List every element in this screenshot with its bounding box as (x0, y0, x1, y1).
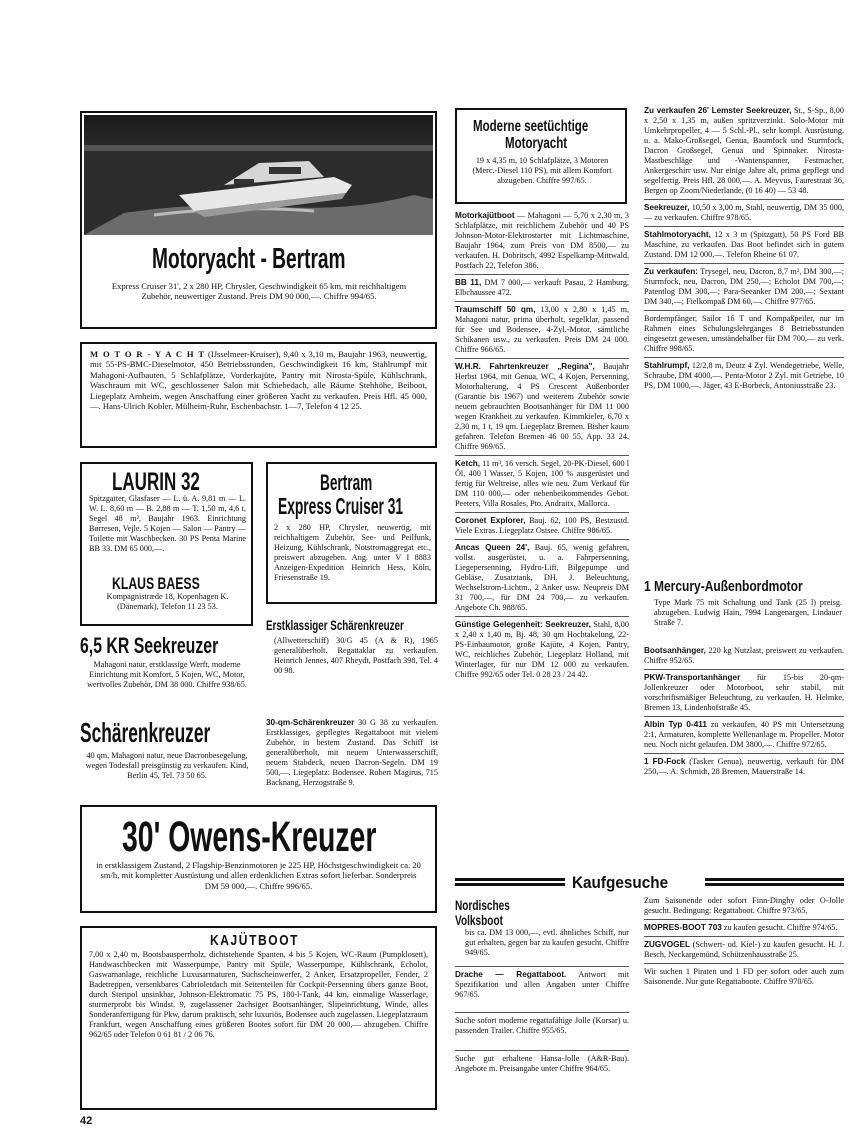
separator (455, 1012, 629, 1013)
qm30-text: 30 G 38 zu verkaufen. Erstklassiges, gepflegtes Regattaboot mit vielem Zubehör, in bestem Zustand. Das Schiff ist generalüberholt, mit neuem Unterwasserschiff, neuem Stabdeck, neuen Dacron-Segeln. DM 19 500,—. Liegeplatz: Bodensee. Robert Magirus, 715 Backnang, Herzogstraße 9. (266, 718, 439, 787)
drache-text: Antwort mit Spezifikation und allen Angaben unter Chiffre 967/65. (455, 970, 629, 999)
col3-ads (455, 211, 629, 680)
ad-text: 12/2,8 m, Deutz 4 Zyl. Wendegetriebe, Welle, Schraube, DM 4000,—. Penta-Motor 2 Zyl. mit Getriebe, 10 PS, DM 1000,—. Jäger, 43 E-Borbeck, Antoniusstraße 23. (644, 361, 845, 390)
separator (455, 512, 629, 513)
kaufgesuche-banner (455, 873, 844, 893)
classified-ad (455, 620, 629, 680)
classified-ad (644, 673, 844, 713)
ad-text: St., S-Sp., 8,00 x 2,50 x 1,35 m, außen spritzverzinkt. Solo-Motor mit Umkehrpropeller, 4 — 5 Schl.-Pl., sehr kompl. Ausrüstung, u. a. Mako-Großsegel, Genua, Baumfock und Sturmfock, Dacron Großsegel, Genua und Spinnaker. Nirosta-Mastbeschläge und -Wantenspanner, Festmacher, Ankergeschirr usw. Nur einige Jahre alt, prima gepflegt und segelfertig. Preis Hfl. 28 000,—. A. Meyvus, Faurestraat 36, Bergen op Zoom/Niederlande, (0 16 40) — 53 48. (644, 106, 844, 195)
separator (644, 919, 844, 920)
laurin-text: Spitzgatter, Glasfaser — L. ü. A. 9,81 m — L. W. L. 8,60 m — B. 2,88 m — T. 1,50 m, 4,6 t, Segel 48 m², Baujahr 1963. Einrichtung Børresen, Vejle. 5 Kojen — Salon — Pantry — Toilette mit Waschbecken. 30 PS Penta Marine BB 33. DM 65 000,—. (89, 494, 246, 553)
ad-lead: Günstige Gelegenheit: Seekreuzer, (455, 620, 591, 629)
separator (644, 936, 844, 937)
ad-text: 13,00 x 2,80 x 1,45 m, Mahagoni natur, prima überholt, segelklar, passend für See und Bodensee, 4-Zyl.-Motor, sämtliche Schikanen usw., zu verkaufen. Preis DM 24 000. Chiffre 966/65. (455, 305, 630, 354)
separator (644, 963, 844, 964)
bertram-express-title-2: Express Cruiser 31 (278, 493, 404, 519)
owens-title: 30' Owens-Kreuzer (122, 813, 377, 861)
nordisches-title-1: Nordisches (455, 897, 510, 913)
classified-ad (644, 967, 844, 987)
jolle1-ad: Suche sofort moderne regattafähige Jolle (Korsar) u. passenden Trailer. Chiffre 955/65. (455, 1016, 629, 1035)
bertram-title: Motoryacht - Bertram (152, 243, 346, 275)
ad-text: Zum Saisonende oder sofort Finn-Dinghy oder O-Jolle gesucht. Bedingung: Regattaboot. Chiffre 973/65. (644, 896, 844, 915)
moderne-title-1: Moderne seetüchtige (473, 118, 589, 135)
ad-lead: 1 FD-Fock (644, 757, 686, 766)
drache-lead: Drache — Regattaboot. (455, 970, 567, 979)
classified-ad (455, 305, 629, 355)
separator (644, 669, 844, 670)
nordisches-ad (455, 897, 629, 969)
separator (644, 263, 844, 264)
qm30-lead: 30-qm-Schärenkreuzer (266, 718, 355, 727)
ad-lead: PKW-Transportanhänger (644, 673, 741, 682)
classified-ad (644, 720, 844, 750)
mercury-title: 1 Mercury-Außenbordmotor (644, 578, 803, 595)
separator (455, 1050, 629, 1051)
banner-rule-left-2 (455, 883, 565, 886)
ad-text: Bauj. 65, wenig gefahren, vollst. ausgerüstet, u. a. Fahrpersenning, Liegepersenning, Hydro-Lift, Bilgepumpe und Gebläse, Zusatztank, DH. J. Beleuchtung, Wechselstrom-Lichtm., 2 Anker usw. Neupreis DM 31 700,—, für DM 24 700,— zu verkaufen. Angebote Ch. 988/65. (455, 543, 630, 612)
mercury-text: Type Mark 75 mit Schaltung und Tank (25 l) preisg. abzugeben. Ludwig Hain, 7994 Langenargen, Lindauer Straße 7. (654, 598, 842, 627)
ad-lead: Stahlrumpf, (644, 361, 690, 370)
ad-text: 11 m³, 16 versch. Segel, 20-PK-Diesel, 600 l Öl, 400 l Wasser, 5 Kojen, 100 % ausgerüstet und fertig für Weltreise, alles wie neu. Zum Verkauf für DM 110 000,— oder nebenbeikommendes Gebot. Peeters, Villa Rosales, Pto. Andraitx, Mallorca. (455, 459, 629, 508)
ad-text: zu verkaufen, 40 PS mit Untersetzung 2:1, Armaturen, komplette Wellenanlage m. Propeller. Motor neu. Noch nicht gelaufen. DM 3800,—. Chiffre 972/65. (644, 720, 845, 749)
classified-ad (455, 516, 629, 536)
ad-text: für 15-bis 20-qm-Jollenkreuzer oder Motorboot, sehr stabil, mit vorschriftsmäßiger Beleuchtung, zu verkaufen. H. Helmke, Bremen 13, Lindenhofstraße 45. (644, 673, 844, 712)
separator (644, 753, 844, 754)
ad-lead: Zu verkaufen 26' Lemster Seekreuzer, (644, 106, 792, 115)
moderne-text: 19 x 4,35 m, 10 Schlafplätze, 3 Motoren (Merc.-Diesel 110 PS), mit allem Komfort abzugeben. Chiffre 997/65. (472, 156, 612, 185)
ad-text: Baujahr Herbst 1964, mit Genua, WC, 4 Kojen, Persenning, Motorhalterung, 4 PS Crescent Außenborder (Garantie bis 1967) und weiterem Zubehör sowie neuem gebrauchten Bootsanhänger für DM 11 000 wegen Krankheit zu verkaufen. Kimmkieler, 6,70 x 2,30 m, 1 t, 19 qm. Liegeplatz Bremen. Bisher kaum gefahren. Telefon Bremen 46 00 55, App. 33 24. Chiffre 969/65. (455, 362, 629, 451)
kajuetboot-title: KAJÜTBOOT (210, 932, 300, 949)
seekreuzer-ad (80, 633, 260, 705)
separator (644, 226, 844, 227)
nordisches-text: bis ca. DM 13 000,—, evtl. ähnliches Schiff, nur gut erhalten, gegen bar zu kaufen gesucht. Chiffre 949/65. (465, 928, 629, 957)
ad-lead: Ancas Queen 24', (455, 543, 530, 552)
laurin-name: KLAUS BAESS (112, 574, 200, 593)
classified-ad (644, 646, 844, 666)
col4-wanted (644, 896, 844, 987)
separator (455, 616, 629, 617)
ad-text: — Mahagoni — 5,70 x 2,30 m, 3 Schlafplätze, mit reichlichem Zubehör und 40 PS Johnson-Motor-Elektrostarter mit Lichtmaschine, Baujahr 1964, zum Preis von DM 8500,— zu verkaufen. H. Dobritsch, 4992 Espelkamp-Mittwald, Postfach 22, Telefon 386. (455, 211, 629, 270)
classified-ad (644, 940, 844, 960)
page-number: 42 (80, 1115, 93, 1127)
classified-ad (644, 896, 844, 916)
ad-lead: Seekreuzer, (644, 203, 690, 212)
ad-text: Bordempfänger, Sailor 16 T und Kompaßpeiler, nur im Rahmen eines Schulungslehrganges 8 Betriebsstunden eingesetzt gewesen, umständehalber für DM 700,— zu verk. Chiffre 998/65. (644, 314, 844, 353)
ad-lead: Motorkajütboot (455, 211, 515, 220)
ad-text: Trysegel, neu, Dacron, 8,7 m², DM 300,—; Sturmfock, neu, Dacron, DM 250,—; Echolot DM 700,—; Patentlog DM 300,—; Para-Seeanker DM 200,—; Sextant DM 340,—; Fielkompaß DM 60,—. Chiffre 977/65. (644, 267, 844, 306)
kaufgesuche-title: Kaufgesuche (572, 873, 669, 892)
laurin-ad (80, 462, 253, 626)
classified-ad (644, 757, 844, 777)
classified-ad (644, 267, 844, 307)
ad-lead: ZUGVOGEL (644, 940, 690, 949)
ad-lead: Bootsanhänger, (644, 646, 706, 655)
jolle2-ad: Suche gut erhaltene Hansa-Jolle (A&R-Bau). Angebote m. Preisangabe unter Chiffre 964/65. (455, 1054, 629, 1073)
bertram-express-ad (266, 462, 437, 604)
ad-text: DM 7 000,— verkauft Pasau, 2 Hamburg, Elbchaussee 472. (455, 278, 629, 297)
col4-ads2 (644, 646, 844, 777)
ad-text: 220 kg Nutzlast, preiswert zu verkaufen. Chiffre 952/65. (644, 646, 844, 665)
qm30-ad (266, 718, 440, 808)
ad-text: 12 x 3 m (Spitzgatt), 50 PS Ford BB Maschine, zu verkaufen. Das Boot befindet sich in gutem Zustand. DM 12 000,—. Telefon Rheine 61 07. (644, 230, 844, 259)
kajuetboot-ad (80, 926, 437, 1110)
bertram-ad (80, 111, 437, 329)
motoryacht-ad (80, 342, 437, 448)
seekreuzer-text: Mahagoni natur, erstklassige Werft, moderne Einrichtung mit Komfort, 5 Kojen, WC, Motor, wertvolles Zubehör, DM 38 000. Chiffre 938/65. (87, 660, 247, 689)
moderne-title-2: Motoryacht (505, 135, 568, 152)
ad-lead: Zu verkaufen: (644, 267, 699, 276)
separator (455, 358, 629, 359)
bertram-text: Express Cruiser 31', 2 x 280 HP, Chrysler, Geschwindigkeit 65 km, mit reichhaltigem Zubehör, neuwertiger Zustand. Preis DM 90 000,—. Chiffre 994/65. (111, 281, 407, 302)
laurin-address: Kompagnistræde 18, Kopenhagen K. (Dänemark), Telefon 11 23 53. (106, 592, 229, 611)
moderne-ad (455, 108, 627, 204)
ad-text: 10,50 x 3,00 m, Stahl, neuwertig, DM 35 000,— zu verkaufen. Chiffre 978/65. (644, 203, 844, 222)
classified-ad (644, 106, 844, 196)
ad-lead: MOPRES-BOOT 703 (644, 923, 722, 932)
ad-lead: W.H.R. Fahrtenkreuzer „Regina", (455, 362, 595, 371)
classified-ad (455, 211, 629, 271)
banner-rule-right (705, 878, 844, 881)
erstklassiger-title: Erstklassiger Schärenkreuzer (266, 617, 404, 633)
ad-text: Bauj. 62, 100 PS, Bestzustd. Viele Extras. Liegeplatz Ostsee. Chiffre 986/65. (455, 516, 630, 535)
schaerenkreuzer-title: Schärenkreuzer (80, 717, 211, 748)
classified-ad (644, 361, 844, 391)
owens-ad (80, 805, 437, 913)
boat-image (84, 115, 433, 235)
separator (644, 199, 844, 200)
col4-ads (644, 106, 844, 391)
schaerenkreuzer-text: 40 qm, Mahagoni natur, neue Dacronbesegelung, wegen Todesfall preisgünstig zu verkaufen. Kind, Berlin 45, Tel. 73 50 65. (85, 751, 249, 780)
classified-ad (644, 203, 844, 223)
mercury-ad (644, 578, 844, 638)
classified-ad (644, 314, 844, 354)
ad-lead: Stahlmotoryacht, (644, 230, 711, 239)
classified-ad (455, 459, 629, 509)
ad-text: Wir suchen 1 Piraten und 1 FD per sofort oder auch zum Saisonende. Nur gute Regattaboote. Chiffre 970/65. (644, 967, 844, 986)
ad-lead: Traumschiff 50 qm, (455, 305, 536, 314)
classified-ad (455, 278, 629, 298)
erstklassiger-text: (Allwetterschiff) 30/G 45 (A & R), 1965 generalüberholt. Regattaklar zu verkaufen. Heinrich Jennes, 407 Rheydt, Postfach 398, Tel. 4 00 98. (274, 636, 438, 675)
ad-text: Stahl, 8,00 x 2,40 x 1,40 m, Bj. 48, 30 qm Hochtakelung, 22-PS-Einbaumotor, große Kajüte, 4 Kojen, Pantry, WC, reichliches Zubehör, Liegeplatz Holland, mit Winterlager, für nur DM 12 000 zu verkaufen. Chiffre 992/65 oder Tel. 0 28 23 / 24 42. (455, 620, 629, 679)
kajuetboot-text: 7,00 x 2,40 m, Bootsbausperrholz, dichtstehende Spanten, 4 bis 5 Kojen, WC-Raum (Pumpklosett), Handwaschbecken mit Wasserpumpe, Pantry mit Spüle, Wasserpumpe, Kühlschrank, Echolot, Gaswarnanlage, reichliche Luxusarmaturen, Suchscheinwerfer, 2 Anker, Ersatzpropeller, Fender, 2 Badetreppen, versenkbares Cabrioletdach mit Seitenteilen für Cockpit-Persenning übers ganze Boot, durch Steripol unsinkbar, Johnson-Elektromatic 75 PS, 180-l-Tank, 44 km, einmalige Wasserlage, sturmerprobt bis Windst. 9, zugelassener 2achsiger Bootsanhänger, Slipeinrichtung, Winde, alles Sonderanfertigung für Pkw, darum praktisch, sehr luxuriös, Bodensee auch zugelassen. Liegeplatzraum Frankfurt, wegen Anschaffung eines größeren Bootes sofort für DM 20 000,— abzugeben. Chiffre 962/65 oder Telefon 0 61 81 / 2 06 76. (89, 950, 428, 1039)
ad-text: (Tasker Genua), neuwertig, verkauft für DM 250,—. A. Schmidt, 28 Bremen, Mauerstraße 14. (644, 757, 844, 776)
motoryacht-lead: M O T O R - Y A C H T (90, 349, 206, 359)
drache-ad (455, 970, 629, 1000)
bertram-express-title-1: Bertram (320, 470, 373, 495)
separator (455, 966, 629, 967)
banner-rule-left (455, 878, 565, 881)
ad-lead: Coronet Explorer, (455, 516, 526, 525)
ad-text: zu kaufen gesucht. Chiffre 974/65. (723, 923, 838, 932)
separator (644, 310, 844, 311)
separator (455, 455, 629, 456)
classified-ad (644, 230, 844, 260)
laurin-title: LAURIN 32 (112, 468, 200, 496)
nordisches-title-2: Volksboot (455, 912, 503, 928)
separator (644, 357, 844, 358)
separator (644, 716, 844, 717)
erstklassiger-ad (266, 617, 440, 715)
ad-lead: Albin Typ 0-411 (644, 720, 707, 729)
ad-lead: Ketch, (455, 459, 481, 468)
seekreuzer-title: 6,5 KR Seekreuzer (80, 633, 219, 658)
separator (455, 274, 629, 275)
classified-ad (644, 923, 844, 933)
bertram-express-text: 2 x 280 HP, Chrysler, neuwertig, mit reichhaltigem Zubehör, See- und Peilfunk, Heizung, Kühlschrank, Notstromaggregat etc., preiswert abzugeben. Ang. unter V I 8883 Anzeigen-Expedition Heinrich Hess, Köln, Friesenstraße 19. (274, 523, 431, 582)
owens-text: in erstklassigem Zustand, 2 Flagship-Benzinmotoren je 225 HP, Höchstgeschwindigkeit ca. 20 sm/h, mit kompletter Ausrüstung und allen erdenklichen Extras sofort lieferbar. Sonderpreis DM 59 000,—. Chiffre 996/65. (96, 860, 421, 891)
motoryacht-photo (84, 115, 433, 235)
separator (455, 539, 629, 540)
ad-lead: BB 11, (455, 278, 482, 287)
ad-text: (Schwert- od. Kiel-) zu kaufen gesucht. H. J. Besch, Neckargemünd, Schützenhausstraße 25. (644, 940, 844, 959)
classified-ad (455, 543, 629, 613)
schaerenkreuzer-ad (80, 717, 260, 797)
classified-ad (455, 362, 629, 452)
motoryacht-text: (IJsselmeer-Kruiser), 9,40 x 3,10 m, Baujahr 1963, neuwertig, mit 55-PS-BMC-Dieselmotor, 450 Betriebsstunden, Geschwindigkeit 16 km, Stahlrumpf mit Mahagoni-Aufbauten, 5 Schlafplätze, Vorderkajüte, Pantry mit Nirosta-Spüle, Kühlschrank, Waschraum mit WC, geschlossener Salon mit Schiebedach, alle Räume Stehhöhe, Beiboot, Liegeplatz Arnheim, wegen Anschaffung einer größeren Yacht zu verkaufen. Preis Hfl. 45 000,—. Hans-Ulrich Kobler, Mülheim-Ruhr, Eschenbachstr. 1—7, Telefon 4 12 25. (90, 349, 428, 412)
separator (455, 301, 629, 302)
banner-rule-right-2 (705, 883, 844, 886)
